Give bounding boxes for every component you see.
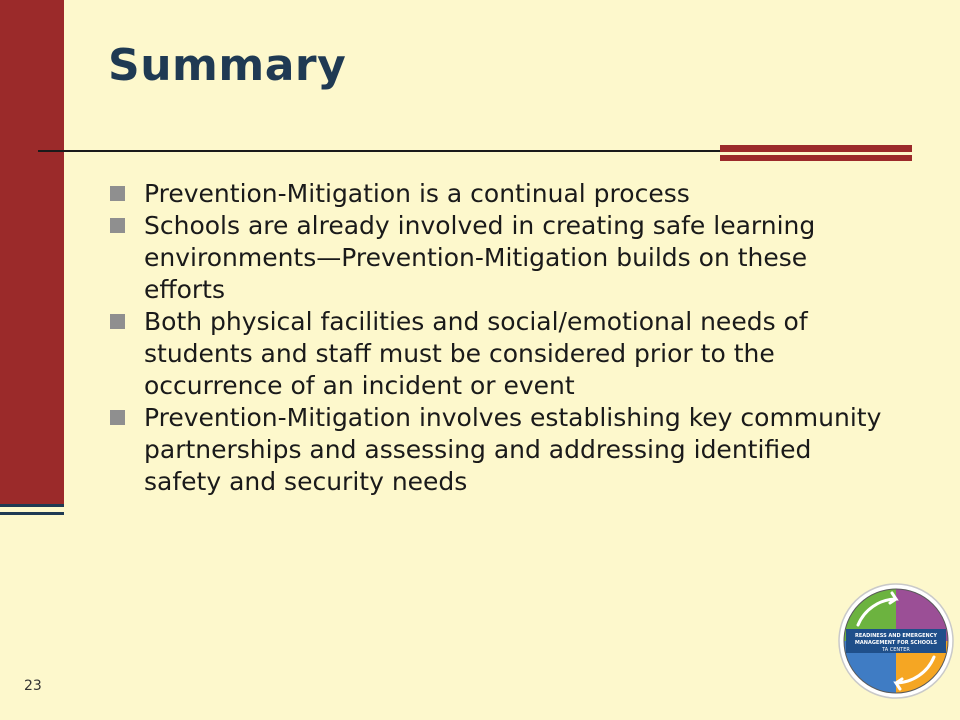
square-bullet-icon [110, 186, 125, 201]
title-divider-accent-bottom [720, 155, 912, 161]
page-number: 23 [24, 678, 42, 694]
rems-ta-center-logo-icon [838, 583, 954, 699]
bullet-text: Both physical facilities and social/emotional needs of students and staff must be considered prior to the occurrence of an incident or event [144, 307, 808, 400]
bullet-item [108, 178, 888, 210]
bullet-text: Prevention-Mitigation is a continual process [144, 179, 690, 208]
square-bullet-icon [110, 218, 125, 233]
bullet-item [108, 306, 888, 402]
title-divider [38, 150, 720, 152]
left-accent-line-top [0, 504, 64, 507]
square-bullet-icon [110, 410, 125, 425]
bullet-text: Schools are already involved in creating safe learning environments—Prevention-Mitigation builds on these efforts [144, 211, 816, 304]
left-accent-line-bottom [0, 512, 64, 515]
slide-title: Summary [108, 40, 347, 91]
bullet-text: Prevention-Mitigation involves establishing key community partnerships and assessing and addressing identified safety and security needs [144, 403, 882, 496]
title-divider-accent-top [720, 145, 912, 152]
bullet-item [108, 402, 888, 498]
logo-text-line2: MANAGEMENT FOR SCHOOLS [854, 640, 938, 646]
left-accent-bar [0, 0, 64, 506]
square-bullet-icon [110, 314, 125, 329]
bullet-item [108, 210, 888, 306]
bullet-list [108, 178, 888, 498]
logo-text-line1: READINESS AND EMERGENCY [854, 633, 938, 639]
logo-text-line3: TA CENTER [882, 647, 910, 653]
